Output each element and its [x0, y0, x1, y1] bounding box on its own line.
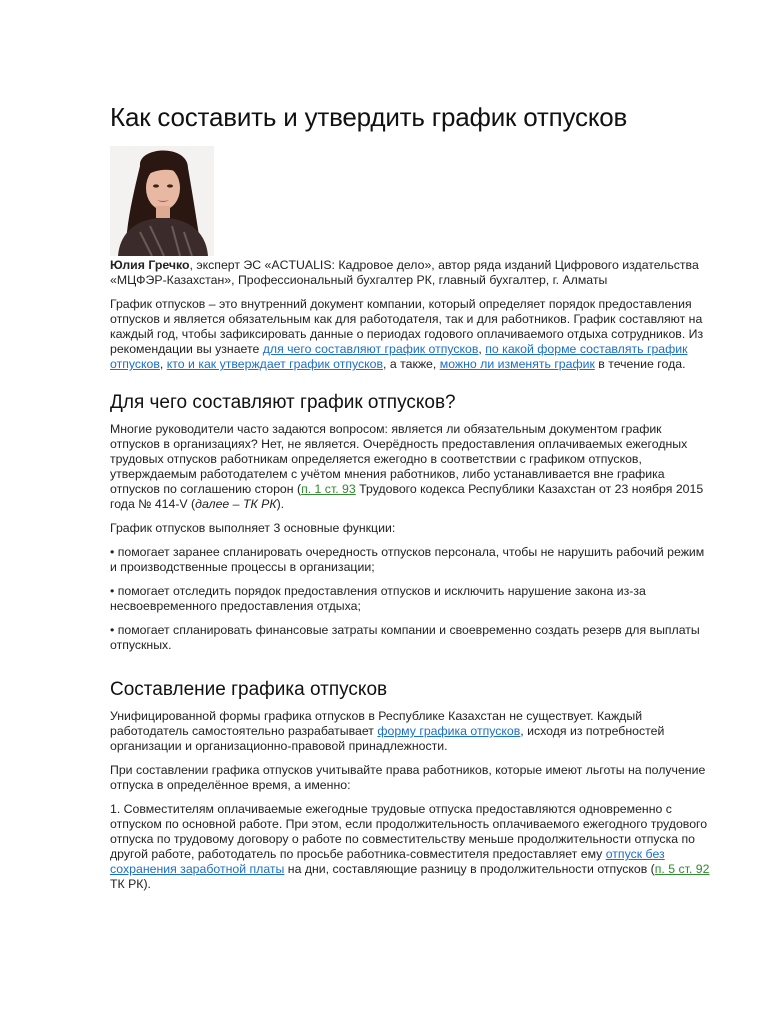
paragraph-text: Унифицированной формы графика отпусков в Республике Казахстан не существует. Каждый работодатель самостоятельно разрабатывает: [110, 709, 643, 738]
section2-paragraph-2: При составлении графика отпусков учитывайте права работников, которые имеют льготы на получение отпуска в определённое время, а именно:: [110, 763, 706, 792]
author-name: Юлия Гречко: [110, 258, 190, 272]
section2-paragraph-3: [110, 802, 710, 892]
author-bio: , эксперт ЭС «ACTUALIS: Кадровое дело», автор ряда изданий Цифрового издательства «МЦФЭР-Казахстан», Профессиональный бухгалтер РК, главный бухгалтер, г. Алматы: [110, 258, 699, 287]
section-heading-compose: Составление графика отпусков: [110, 679, 388, 700]
paragraph-text: , исходя из потребностей организации и организационно-правовой принадлежности.: [110, 724, 665, 753]
abbreviation-note: далее – ТК РК: [195, 497, 277, 511]
bullet-item: • помогает спланировать финансовые затраты компании и своевременно создать резерв для выплаты отпускных.: [110, 623, 700, 652]
link-schedule-form[interactable]: по какой форме составлять график отпусков: [110, 342, 688, 371]
intro-text: График отпусков – это внутренний документ компании, который определяет порядок предоставления отпусков и является обязательным как для работодателя, так и для работников. График составляют на каждый год, чтобы зафиксировать данные о периодах годового оплачиваемого отдыха сотрудников. Из рекомендации вы узнаете: [110, 297, 704, 356]
intro-separator: ,: [478, 342, 486, 356]
bullet-item: • помогает отследить порядок предоставления отпусков и исключить нарушение закона из-за несвоевременного предоставления отдыха;: [110, 584, 646, 613]
author-photo: [110, 146, 214, 256]
intro-separator: , а также,: [383, 357, 440, 371]
link-law-article-92[interactable]: п. 5 ст. 92: [654, 862, 710, 876]
paragraph-text: 1. Совместителям оплачиваемые ежегодные трудовые отпуска предоставляются одновременно с отпуском по основной работе. При этом, если продолжительность оплачиваемого ежегодного трудового отпуска по трудовому договору о работе по совместительству меньше продолжительности отпуска по другой работе, работодатель по просьбе работника-совместителя предоставляет ему: [110, 802, 708, 861]
bullet-item: • помогает заранее спланировать очередность отпусков персонала, чтобы не нарушить рабочий режим и производственные процессы в организации;: [110, 545, 705, 574]
link-schedule-template[interactable]: форму графика отпусков: [377, 724, 521, 738]
page-title: Как составить и утвердить график отпусков: [110, 102, 628, 132]
paragraph-text: ).: [276, 497, 285, 511]
link-law-article-93[interactable]: п. 1 ст. 93: [301, 482, 356, 496]
section1-paragraph-1: [110, 422, 710, 512]
link-who-approves[interactable]: кто и как утверждает график отпусков: [166, 357, 384, 371]
section-heading-purpose: Для чего составляют график отпусков?: [110, 392, 456, 413]
author-info: [110, 258, 710, 288]
paragraph-text: ТК РК).: [110, 877, 151, 891]
paragraph-text: Трудового кодекса Республики Казахстан от 23 ноября 2015 года № 414-V (: [110, 482, 704, 511]
intro-text-end: в течение года.: [594, 357, 686, 371]
section1-paragraph-2: График отпусков выполняет 3 основные функции:: [110, 521, 396, 535]
paragraph-text: на дни, составляющие разницу в продолжительности отпусков (: [284, 862, 655, 876]
link-unpaid-leave[interactable]: отпуск без сохранения заработной платы: [110, 847, 665, 876]
section2-paragraph-1: [110, 709, 710, 754]
link-why-schedule[interactable]: для чего составляют график отпусков: [262, 342, 479, 356]
paragraph-text: Многие руководители часто задаются вопросом: является ли обязательным документом график отпусков в организациях? Нет, не является. Очерёдность предоставления оплачиваемых ежегодных трудовых отпусков работникам определяется ежегодно в соответствии с графиком отпусков, утверждаемым работодателем с учётом мнения работников, либо устанавливается вне графика отпусков по соглашению сторон (: [110, 422, 688, 496]
intro-separator: ,: [159, 357, 167, 371]
link-can-change[interactable]: можно ли изменять график: [439, 357, 595, 371]
intro-paragraph: [110, 297, 710, 372]
article: [110, 100, 710, 901]
